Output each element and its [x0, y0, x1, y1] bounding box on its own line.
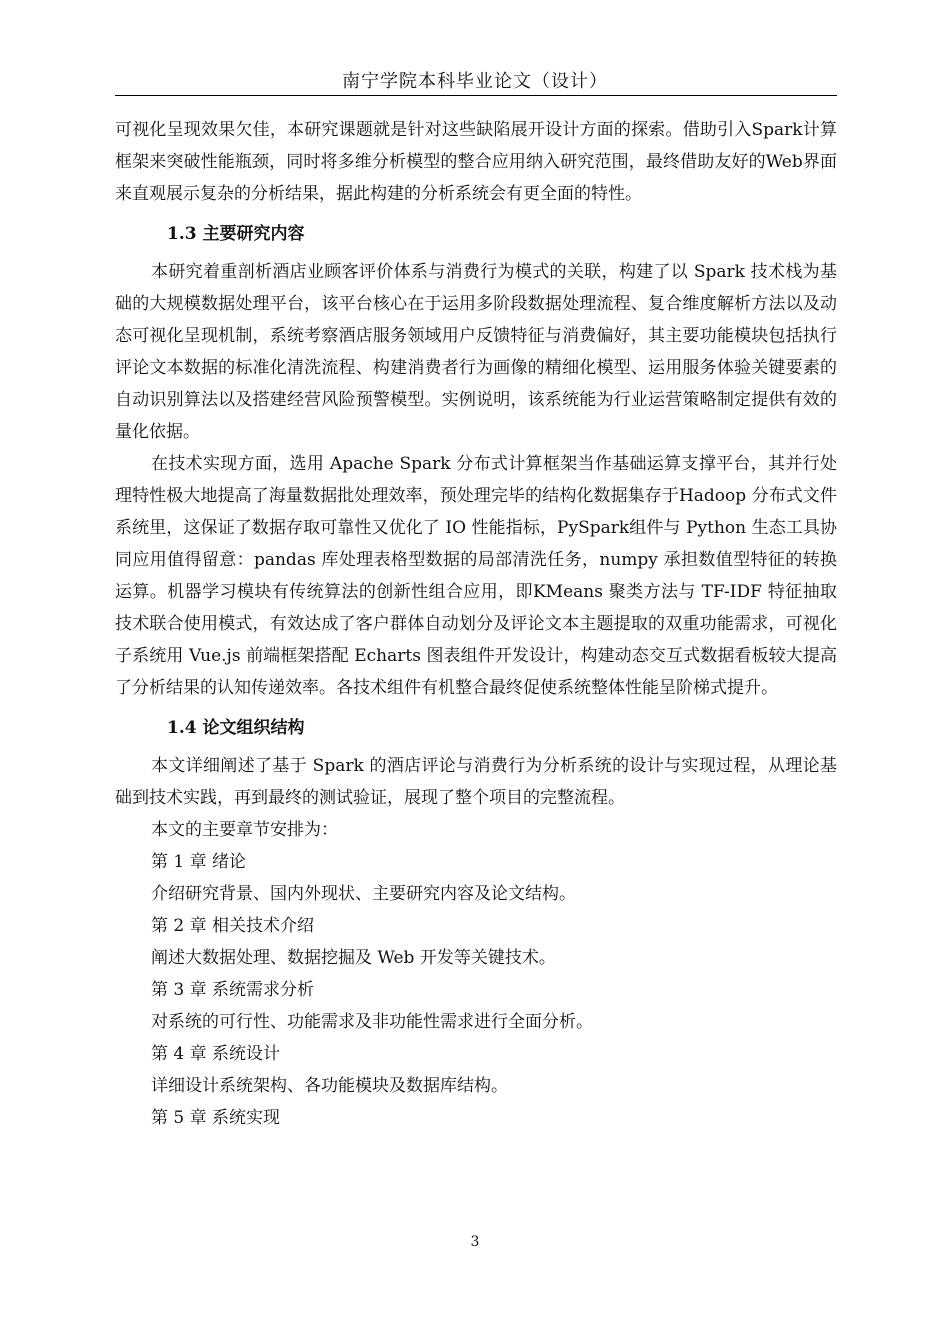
- section-heading-1-4: 1.4 论文组织结构: [167, 718, 305, 738]
- chapter-title: 第 4 章 系统设计: [151, 1044, 281, 1064]
- chapter-title: 第 5 章 系统实现: [151, 1108, 281, 1128]
- page-number: 3: [470, 1234, 480, 1250]
- header-divider: [115, 95, 837, 96]
- research-content-paragraph-2: 在技术实现方面，选用 Apache Spark 分布式计算框架当作基础运算支撑平台，其并行处理特性极大地提高了海量数据批处理效率，预处理完毕的结构化数据集存于Hadoop 分布式文件系统里，这保证了数据存取可靠性又优化了 IO 性能指标，PySpark组件与 Python 生态工具协同应用值得留意：pandas 库处理表格型数据的局部清洗任务，numpy 承担数值型特征的转换运算。机器学习模块有传统算法的创新性组合应用，即KMeans 聚类方法与 TF-IDF 特征抽取技术联合使用模式，有效达成了客户群体自动划分及评论文本主题提取的双重功能需求，可视化子系统用 Vue.js 前端框架搭配 Echarts 图表组件开发设计，构建动态交互式数据看板较大提高了分析结果的认知传递效率。各技术组件有机整合最终促使系统整体性能呈阶梯式提升。: [115, 454, 837, 698]
- chapter-description: 介绍研究背景、国内外现状、主要研究内容及论文结构。: [151, 884, 576, 904]
- structure-paragraph: 本文详细阐述了基于 Spark 的酒店评论与消费行为分析系统的设计与实现过程，从理论基础到技术实践，再到最终的测试验证，展现了整个项目的完整流程。: [115, 756, 837, 808]
- chapter-description: 阐述大数据处理、数据挖掘及 Web 开发等关键技术。: [151, 948, 556, 968]
- intro-paragraph: 可视化呈现效果欠佳，本研究课题就是针对这些缺陷展开设计方面的探索。借助引入Spark计算框架来突破性能瓶颈，同时将多维分析模型的整合应用纳入研究范围，最终借助友好的Web界面来直观展示复杂的分析结果，据此构建的分析系统会有更全面的特性。: [115, 120, 837, 204]
- chapter-title: 第 1 章 绪论: [151, 852, 247, 872]
- chapter-description: 对系统的可行性、功能需求及非功能性需求进行全面分析。: [151, 1012, 593, 1032]
- chapter-title: 第 3 章 系统需求分析: [151, 980, 315, 1000]
- chapter-description: 详细设计系统架构、各功能模块及数据库结构。: [151, 1076, 508, 1096]
- document-body: [115, 114, 837, 1134]
- chapter-arrangement-intro: 本文的主要章节安排为：: [151, 820, 338, 840]
- research-content-paragraph-1: 本研究着重剖析酒店业顾客评价体系与消费行为模式的关联，构建了以 Spark 技术栈为基础的大规模数据处理平台，该平台核心在于运用多阶段数据处理流程、复合维度解析方法以及动态可视化呈现机制，系统考察酒店服务领域用户反馈特征与消费偏好，其主要功能模块包括执行评论文本数据的标准化清洗流程、构建消费者行为画像的精细化模型、运用服务体验关键要素的自动识别算法以及搭建经营风险预警模型。实例说明，该系统能为行业运营策略制定提供有效的量化依据。: [115, 262, 837, 442]
- section-heading-1-3: 1.3 主要研究内容: [167, 224, 305, 244]
- chapter-title: 第 2 章 相关技术介绍: [151, 916, 315, 936]
- page-header-title: 南宁学院本科毕业论文（设计）: [342, 71, 608, 92]
